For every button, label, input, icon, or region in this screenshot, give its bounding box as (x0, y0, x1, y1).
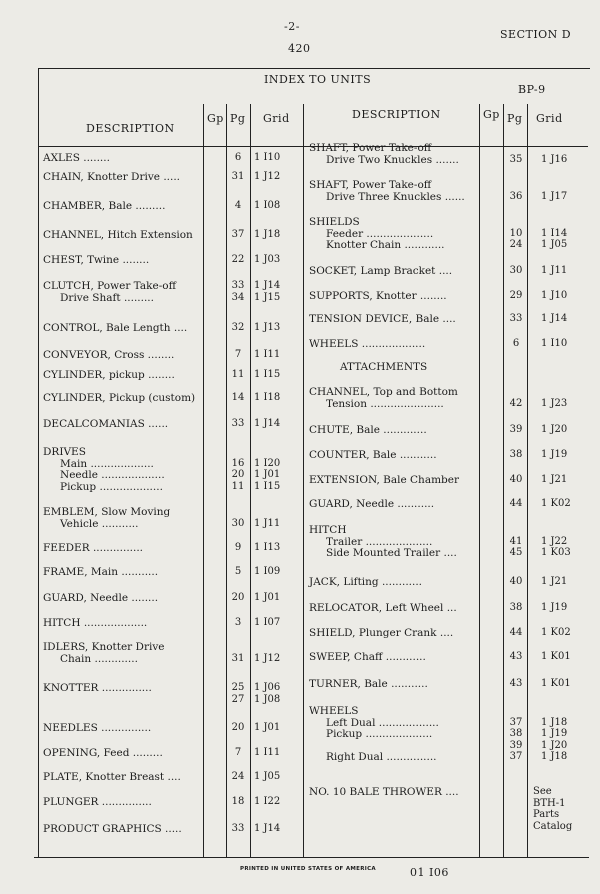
index-entry-page: 20 (231, 592, 245, 603)
index-entry-description: Feeder .................... (326, 227, 434, 240)
index-entry-description: ATTACHMENTS (340, 361, 428, 373)
index-entry-description: NO. 10 BALE THROWER .... (309, 786, 459, 798)
index-entry-grid: 1 K01 (541, 678, 571, 689)
index-entry-grid: 1 J20 (541, 739, 568, 751)
index-entry-description: NEEDLES ............... (43, 722, 152, 734)
index-entry-page: 11 (231, 480, 245, 492)
left-description-header: DESCRIPTION (86, 122, 175, 135)
index-entry-description: Right Dual ............... (326, 751, 437, 763)
index-entry-grid: 1 J12 (254, 652, 281, 664)
index-entry-page: 34 (231, 291, 245, 303)
index-entry-page: 20 (231, 722, 245, 733)
index-entry-grid: 1 I15 (254, 369, 281, 380)
index-entry-description: CYLINDER, Pickup (custom) (43, 392, 196, 404)
index-entry-grid: 1 J21 (541, 576, 568, 587)
index-entry-grid: 1 J18 (254, 229, 281, 240)
right-gp-header: Gp (483, 108, 500, 121)
index-entry-description: Trailer .................... (326, 535, 433, 548)
index-entry-page: 16 (231, 457, 245, 469)
index-entry-description: DRIVES (43, 446, 86, 458)
index-entry-grid: 1 I22 (254, 796, 281, 807)
index-entry-description: HITCH (309, 524, 347, 536)
index-entry-grid: 1 I10 (541, 338, 568, 349)
index-entry-page: 11 (231, 369, 245, 380)
index-entry-page: 22 (231, 254, 245, 265)
index-entry-grid: 1 J14 (254, 823, 281, 834)
index-entry-grid: 1 I09 (254, 566, 281, 577)
index-entry-grid: 1 K02 (541, 627, 571, 638)
index-entry-description: COUNTER, Bale ........... (309, 449, 437, 461)
index-entry-description: IDLERS, Knotter Drive (43, 641, 165, 653)
index-entry-page: 31 (231, 652, 245, 664)
index-entry-grid: 1 J19 (541, 449, 568, 460)
index-entry-page: 29 (509, 290, 523, 301)
index-entry-grid: 1 J06 (254, 682, 281, 693)
index-entry-description: WHEELS (309, 705, 359, 717)
index-entry-grid: Catalog (533, 820, 573, 832)
index-entry-page: 45 (509, 547, 523, 558)
index-entry-grid: 1 J22 (541, 535, 568, 547)
index-entry-page: 37 (509, 716, 523, 728)
index-entry-description: SHIELD, Plunger Crank .... (309, 627, 454, 639)
index-entry-page: 6 (512, 338, 520, 349)
index-entry-description: CHANNEL, Hitch Extension (43, 229, 193, 241)
index-entry-grid: 1 J19 (541, 728, 568, 739)
index-entry-page: 10 (509, 227, 523, 239)
index-entry-page: 5 (234, 566, 242, 577)
index-entry-description: Drive Two Knuckles ....... (326, 153, 459, 166)
index-entry-grid: 1 J13 (254, 322, 281, 333)
right-description-header: DESCRIPTION (352, 108, 441, 121)
index-entry-description: EXTENSION, Bale Chamber (309, 474, 459, 486)
index-entry-description: JACK, Lifting ............ (309, 576, 423, 588)
index-entry-page: 31 (231, 171, 245, 182)
index-entry-description: GUARD, Needle ........... (309, 498, 435, 510)
right-gp-divider (479, 104, 480, 857)
index-entry-description: GUARD, Needle ........ (43, 592, 159, 604)
index-entry-grid: 1 J01 (254, 722, 281, 733)
index-entry-grid: BTH-1 (533, 797, 566, 809)
index-entry-page: 33 (231, 418, 245, 429)
index-entry-grid: 1 J19 (541, 602, 568, 613)
index-entry-page: 4 (234, 200, 242, 211)
index-entry-page: 3 (234, 617, 242, 628)
center-divider (303, 104, 304, 857)
index-entry-description: FRAME, Main ........... (43, 566, 159, 578)
index-entry-grid: 1 J14 (254, 418, 281, 429)
index-entry-page: 30 (509, 265, 523, 276)
index-entry-description: CYLINDER, pickup ........ (43, 369, 175, 381)
index-entry-grid: 1 I18 (254, 392, 281, 403)
index-entry-grid: 1 J21 (541, 474, 568, 485)
index-entry-page: 18 (231, 796, 245, 807)
index-entry-page: 37 (231, 229, 245, 240)
index-entry-description: Tension ...................... (326, 397, 444, 410)
index-entry-grid: 1 J05 (541, 239, 568, 250)
index-entry-grid: Parts (533, 809, 560, 820)
index-entry-description: TENSION DEVICE, Bale .... (309, 313, 456, 325)
index-entry-page: 43 (509, 651, 523, 662)
index-entry-grid: 1 J18 (541, 716, 568, 728)
index-entry-description: SHAFT, Power Take-off (309, 142, 432, 154)
index-entry-description: FEEDER ............... (43, 542, 144, 554)
index-entry-page: 30 (231, 517, 245, 529)
index-entry-page: 37 (509, 751, 523, 762)
index-entry-description: Main ................... (60, 457, 154, 470)
index-entry-grid: 1 J16 (541, 153, 568, 165)
index-entry-grid: 1 J05 (254, 771, 281, 782)
footer-code: 01 I06 (410, 866, 449, 879)
index-entry-grid: 1 J11 (541, 265, 568, 276)
index-entry-page: 27 (231, 693, 245, 705)
index-entry-grid: 1 J01 (254, 469, 281, 480)
index-entry-page: 35 (509, 153, 523, 165)
index-entry-grid: 1 J08 (254, 693, 281, 705)
index-entry-grid: 1 J14 (254, 280, 281, 291)
index-entry-page: 33 (509, 313, 523, 324)
index-entry-page: 6 (234, 152, 242, 163)
index-entry-page: 44 (509, 627, 523, 638)
left-grid-header: Grid (263, 112, 290, 125)
index-entry-description: KNOTTER ............... (43, 682, 152, 694)
index-entry-description: Left Dual .................. (326, 716, 439, 729)
index-entry-page: 39 (509, 739, 523, 751)
index-entry-page: 36 (509, 190, 523, 202)
index-entry-grid: 1 J20 (541, 424, 568, 435)
index-entry-page: 40 (509, 576, 523, 587)
index-entry-description: TURNER, Bale ........... (309, 678, 428, 690)
index-entry-grid: 1 J11 (254, 517, 281, 529)
index-entry-page: 43 (509, 678, 523, 689)
index-entry-description: OPENING, Feed ......... (43, 747, 163, 759)
index-entry-description: Drive Shaft ......... (60, 291, 154, 304)
page-code: 420 (288, 42, 311, 55)
index-entry-description: Needle ................... (60, 469, 165, 481)
index-entry-page: 9 (234, 542, 242, 553)
index-entry-page: 38 (509, 449, 523, 460)
index-entry-page: 20 (231, 469, 245, 480)
index-entry-description: CHUTE, Bale ............. (309, 424, 427, 436)
index-entry-page: 14 (231, 392, 245, 403)
index-entry-grid: 1 I08 (254, 200, 281, 211)
index-entry-description: WHEELS ................... (309, 338, 426, 350)
index-entry-grid: 1 I07 (254, 617, 281, 628)
index-entry-description: CONTROL, Bale Length .... (43, 322, 188, 334)
index-entry-description: SHAFT, Power Take-off (309, 179, 432, 191)
left-gp-divider (203, 104, 204, 857)
footer-printed: PRINTED IN UNITED STATES OF AMERICA (240, 866, 376, 872)
index-entry-description: EMBLEM, Slow Moving (43, 506, 171, 518)
left-pg-divider (226, 104, 227, 857)
bp-reference: BP-9 (518, 83, 546, 96)
index-entry-page: 7 (234, 747, 242, 758)
index-entry-page: 32 (231, 322, 245, 333)
index-entry-grid: 1 I14 (541, 227, 568, 239)
index-entry-description: AXLES ........ (43, 152, 110, 164)
index-entry-page: 44 (509, 498, 523, 509)
index-entry-page: 24 (231, 771, 245, 782)
index-entry-grid: 1 J14 (541, 313, 568, 324)
index-entry-page: 7 (234, 349, 242, 360)
index-entry-grid: 1 I10 (254, 152, 281, 163)
index-entry-grid: See (533, 786, 552, 797)
index-entry-grid: 1 J15 (254, 291, 281, 303)
index-entry-description: SHIELDS (309, 216, 360, 228)
index-entry-page: 39 (509, 424, 523, 435)
index-entry-description: PLUNGER ............... (43, 796, 152, 808)
index-entry-grid: 1 J23 (541, 397, 568, 409)
index-entry-description: RELOCATOR, Left Wheel ... (309, 602, 457, 614)
right-grid-divider (527, 104, 528, 857)
index-entry-description: SUPPORTS, Knotter ........ (309, 290, 447, 302)
index-entry-grid: 1 K01 (541, 651, 571, 662)
index-entry-grid: 1 J18 (541, 751, 568, 762)
index-entry-grid: 1 I13 (254, 542, 281, 553)
right-grid-header: Grid (536, 112, 563, 125)
index-entry-grid: 1 I11 (254, 747, 281, 758)
index-entry-grid: 1 J17 (541, 190, 568, 202)
page-number: -2- (284, 20, 300, 33)
index-entry-description: CHEST, Twine ........ (43, 254, 150, 266)
right-pg-divider (503, 104, 504, 857)
table-bottom-rule (34, 857, 589, 858)
left-gp-header: Gp (207, 112, 224, 125)
index-entry-grid: 1 J12 (254, 171, 281, 182)
index-entry-description: CONVEYOR, Cross ........ (43, 349, 175, 361)
index-entry-description: CHAMBER, Bale ......... (43, 200, 166, 212)
table-left-border (38, 68, 39, 857)
index-entry-description: CHANNEL, Top and Bottom (309, 386, 458, 398)
index-entry-description: Drive Three Knuckles ...... (326, 190, 465, 203)
index-entry-description: Pickup .................... (326, 728, 433, 740)
left-pg-header: Pg (230, 112, 246, 125)
index-entry-grid: 1 J03 (254, 254, 281, 265)
index-entry-description: Chain ............. (60, 652, 138, 665)
index-entry-description: Knotter Chain ............ (326, 239, 445, 251)
section-label: SECTION D (500, 28, 572, 41)
index-entry-description: HITCH ................... (43, 617, 148, 629)
index-entry-page: 25 (231, 682, 245, 693)
index-entry-description: SWEEP, Chaff ............ (309, 651, 426, 663)
index-entry-description: Vehicle ........... (60, 517, 139, 530)
index-entry-grid: 1 I11 (254, 349, 281, 360)
index-entry-page: 33 (231, 280, 245, 291)
index-entry-grid: 1 K02 (541, 498, 571, 509)
index-entry-page: 38 (509, 728, 523, 739)
index-entry-description: Side Mounted Trailer .... (326, 547, 457, 559)
index-title: INDEX TO UNITS (264, 73, 372, 86)
index-entry-page: 33 (231, 823, 245, 834)
index-entry-grid: 1 K03 (541, 547, 571, 558)
index-entry-page: 38 (509, 602, 523, 613)
index-entry-grid: 1 J10 (541, 290, 568, 301)
index-entry-page: 42 (509, 397, 523, 409)
index-entry-description: CLUTCH, Power Take-off (43, 280, 177, 292)
index-entry-grid: 1 J01 (254, 592, 281, 603)
index-entry-page: 24 (509, 239, 523, 250)
index-entry-description: SOCKET, Lamp Bracket .... (309, 265, 453, 277)
left-grid-divider (250, 104, 251, 857)
index-entry-grid: 1 I15 (254, 480, 281, 492)
index-entry-description: CHAIN, Knotter Drive ..... (43, 171, 181, 183)
right-pg-header: Pg (507, 112, 523, 125)
index-entry-page: 41 (509, 535, 523, 547)
index-entry-page: 40 (509, 474, 523, 485)
index-entry-description: PRODUCT GRAPHICS ..... (43, 823, 182, 835)
index-entry-description: Pickup ................... (60, 480, 163, 493)
index-entry-description: DECALCOMANIAS ...... (43, 418, 169, 430)
index-entry-grid: 1 I20 (254, 457, 281, 469)
index-entry-description: PLATE, Knotter Breast .... (43, 771, 181, 783)
table-top-rule (38, 68, 590, 69)
